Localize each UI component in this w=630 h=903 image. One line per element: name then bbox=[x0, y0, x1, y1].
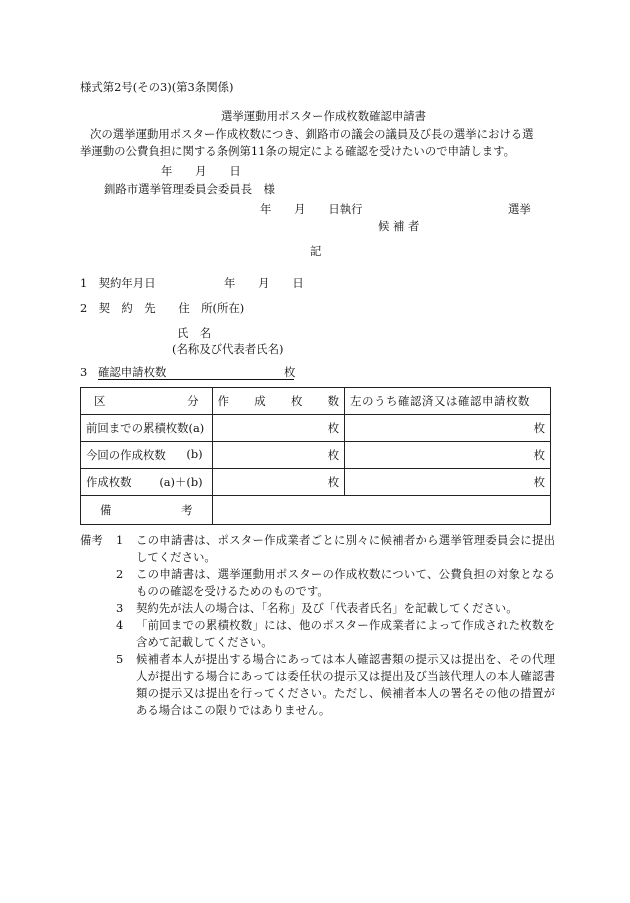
table-remarks-row bbox=[81, 496, 551, 525]
row-created-value[interactable]: 枚 bbox=[212, 469, 345, 496]
header-category: 区 分 bbox=[81, 388, 213, 415]
header-confirmed-count: 左のうち確認済又は確認申請枚数 bbox=[345, 388, 551, 415]
header-created-count: 作 成 枚 数 bbox=[212, 388, 345, 415]
row-confirmed-value[interactable]: 枚 bbox=[345, 442, 551, 469]
intro-line-1: 次の選挙運動用ポスター作成枚数につき、釧路市の議会の議員及び長の選挙における選 bbox=[90, 127, 534, 141]
item3-unit: 枚 bbox=[284, 365, 296, 379]
row-label: 作成枚数 (a)＋(b) bbox=[81, 469, 213, 496]
ki-label: 記 bbox=[310, 244, 322, 258]
election-label: 選挙 bbox=[508, 202, 531, 216]
note-item: 2 この申請書は、選挙運動用ポスターの作成枚数について、公費負担の対象となるものの確認を受けるためのものです。 bbox=[116, 567, 555, 598]
row-label: 前回までの累積枚数(a) bbox=[81, 415, 213, 442]
table-row bbox=[81, 469, 551, 496]
note-item: 3 契約先が法人の場合は、「名称」及び「代表者氏名」を記載してください。 bbox=[116, 601, 518, 615]
row-label: 今回の作成枚数 (b) bbox=[81, 442, 213, 469]
remarks-label: 備 考 bbox=[81, 496, 213, 525]
addressee: 釧路市選挙管理委員会委員長 様 bbox=[104, 182, 275, 196]
execution-date: 年 月 日執行 bbox=[260, 202, 363, 216]
document-title: 選挙運動用ポスター作成枚数確認申請書 bbox=[221, 109, 427, 123]
item3-label: 確認申請枚数 bbox=[98, 365, 167, 379]
row-confirmed-value[interactable]: 枚 bbox=[345, 469, 551, 496]
form-number: 様式第2号(その3)(第3条関係) bbox=[80, 80, 234, 94]
table-header-row bbox=[81, 388, 551, 415]
table-row bbox=[81, 442, 551, 469]
table-row bbox=[81, 415, 551, 442]
item1-contract-date-label: 1 契約年月日 bbox=[80, 276, 156, 290]
row-created-value[interactable]: 枚 bbox=[212, 415, 345, 442]
item2-name: 氏 名 bbox=[177, 326, 212, 340]
item3-requested-count bbox=[98, 365, 294, 380]
intro-line-2: 挙運動の公費負担に関する条例第11条の規定による確認を受けたいので申請します。 bbox=[80, 144, 516, 158]
item2-contractor-address: 2 契 約 先 住 所(所在) bbox=[80, 301, 245, 315]
application-date: 年 月 日 bbox=[161, 164, 241, 178]
remarks-field[interactable] bbox=[212, 496, 550, 525]
note-item: 備考 1 この申請書は、ポスター作成業者ごとに別々に候補者から選挙管理委員会に提出してください。 bbox=[80, 533, 555, 564]
candidate-label: 候 補 者 bbox=[378, 219, 420, 233]
item3-number: 3 bbox=[80, 365, 88, 379]
row-confirmed-value[interactable]: 枚 bbox=[345, 415, 551, 442]
notes-label: 備考 bbox=[80, 533, 103, 547]
note-item: 5 候補者本人が提出する場合にあっては本人確認書類の提示又は提出を、その代理人が提出する場合にあっては委任状の提示又は提出及び当該代理人の本人確認書類の提示又は提出を行ってください。ただし、候補者本人の署名その他の措置がある場合はこの限りではありません。 bbox=[116, 652, 555, 717]
item1-date: 年 月 日 bbox=[224, 276, 304, 290]
item2-name-sub: (名称及び代表者氏名) bbox=[172, 342, 284, 356]
note-item: 4 「前回までの累積枚数」には、他のポスター作成業者によって作成された枚数を含めて記載してください。 bbox=[116, 618, 555, 649]
count-table bbox=[80, 387, 551, 525]
row-created-value[interactable]: 枚 bbox=[212, 442, 345, 469]
notes-section bbox=[80, 532, 555, 719]
